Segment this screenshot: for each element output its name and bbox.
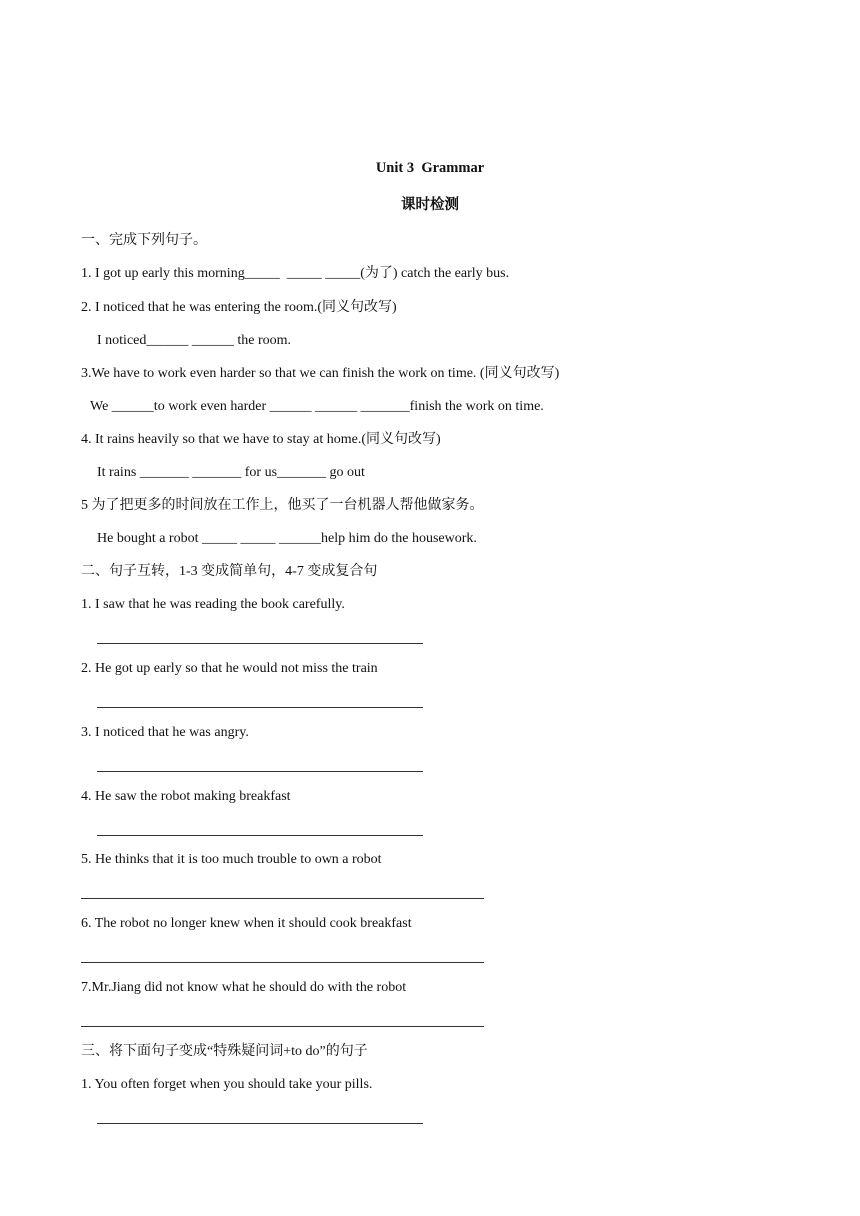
section2-heading: 二、句子互转，1-3 变成简单句，4-7 变成复合句 [81, 564, 378, 579]
section2-item-3: 3. I noticed that he was angry. [81, 725, 249, 740]
answer-line[interactable] [97, 835, 423, 836]
section1-answer-4: It rains _______ _______ for us_______ go out [97, 465, 365, 480]
document-title: Unit 3 Grammar [375, 160, 485, 176]
section2-item-2: 2. He got up early so that he would not miss the train [81, 661, 378, 676]
answer-line[interactable] [97, 643, 423, 644]
section1-answer-3: We ______to work even harder ______ ______ _______finish the work on time. [90, 399, 544, 414]
answer-line[interactable] [97, 707, 423, 708]
section3-heading: 三、将下面句子变成“特殊疑问词+to do”的句子 [81, 1044, 368, 1059]
document-subtitle: 课时检测 [401, 197, 459, 213]
section3-item-1: 1. You often forget when you should take your pills. [81, 1077, 373, 1092]
section1-question-1: 1. I got up early this morning_____ _____ _____(为了) catch the early bus. [81, 266, 510, 281]
answer-line[interactable] [97, 1123, 423, 1124]
section2-item-7: 7.Mr.Jiang did not know what he should do with the robot [81, 980, 407, 995]
section2-item-4: 4. He saw the robot making breakfast [81, 789, 291, 804]
answer-line[interactable] [81, 962, 484, 963]
answer-line[interactable] [97, 771, 423, 772]
section2-item-5: 5. He thinks that it is too much trouble to own a robot [81, 852, 382, 867]
answer-line[interactable] [81, 898, 484, 899]
section1-heading: 一、完成下列句子。 [81, 233, 207, 248]
section2-item-1: 1. I saw that he was reading the book carefully. [81, 597, 345, 612]
section1-question-5: 5 为了把更多的时间放在工作上，他买了一台机器人帮他做家务。 [81, 498, 484, 513]
section1-question-4: 4. It rains heavily so that we have to stay at home.(同义句改写) [81, 432, 441, 447]
answer-line[interactable] [81, 1026, 484, 1027]
section1-answer-5: He bought a robot _____ _____ ______help him do the housework. [97, 531, 477, 546]
section1-answer-2: I noticed______ ______ the room. [97, 333, 292, 348]
section1-question-2: 2. I noticed that he was entering the room.(同义句改写) [81, 300, 397, 315]
section1-question-3: 3.We have to work even harder so that we can finish the work on time. (同义句改写) [81, 366, 560, 381]
section2-item-6: 6. The robot no longer knew when it should cook breakfast [81, 916, 412, 931]
